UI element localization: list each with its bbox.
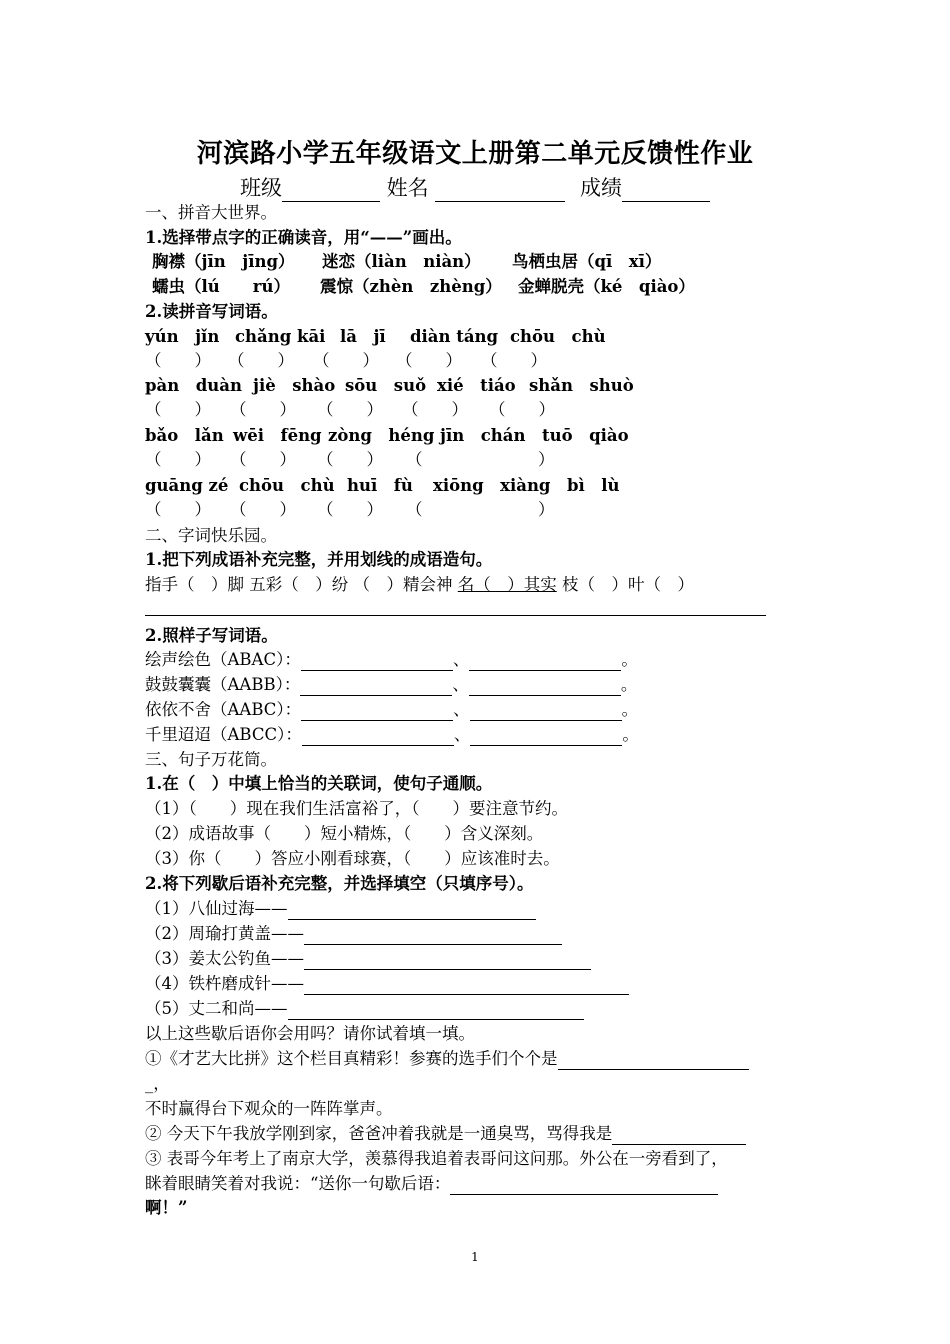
answer-blank[interactable]: （ ） bbox=[145, 450, 211, 469]
pinyin-word: wēi fēng bbox=[233, 426, 322, 445]
example-blank[interactable] bbox=[558, 1053, 749, 1070]
reading-choice[interactable]: 胸襟（jīn jīng） bbox=[152, 252, 295, 271]
answer-blank-row bbox=[145, 449, 555, 471]
answer-blank[interactable]: （ ） bbox=[230, 450, 296, 469]
pinyin-row bbox=[145, 375, 634, 397]
answer-blank[interactable]: （ ） bbox=[230, 500, 296, 519]
xiehouyu-prompt: （4）铁杵磨成针—— bbox=[145, 974, 304, 993]
xiehouyu-blank[interactable] bbox=[304, 978, 629, 995]
idiom[interactable]: 枝（ ）叶（ ） bbox=[562, 575, 694, 594]
reading-choice[interactable]: 迷恋（liàn niàn） bbox=[322, 252, 481, 271]
reading-choice[interactable]: 鸟栖虫居（qī xī） bbox=[512, 252, 662, 271]
word-blank[interactable] bbox=[469, 654, 621, 671]
answer-blank[interactable]: （ ） bbox=[489, 400, 555, 419]
pattern-row bbox=[145, 724, 639, 746]
separator: 、 bbox=[453, 725, 471, 744]
idiom-row bbox=[145, 574, 694, 596]
pinyin-word: zòng héng bbox=[328, 426, 435, 445]
separator: 、 bbox=[452, 650, 470, 669]
underlined-idiom[interactable]: 名（ ）其实 bbox=[457, 575, 557, 594]
answer-blank[interactable]: （ ） bbox=[317, 400, 383, 419]
xiehouyu-item bbox=[145, 948, 591, 970]
pinyin-word: lā jī bbox=[340, 327, 386, 346]
example-sentence bbox=[145, 1173, 718, 1195]
example-end: 啊！” bbox=[145, 1198, 188, 1217]
reading-choice-row bbox=[152, 276, 695, 298]
answer-blank-row bbox=[145, 350, 547, 372]
conjunction-item[interactable]: （1）（ ）现在我们生活富裕了，（ ）要注意节约。 bbox=[145, 799, 568, 818]
separator: 、 bbox=[453, 700, 470, 719]
xiehouyu-item bbox=[145, 973, 629, 995]
question-text: 2.读拼音写词语。 bbox=[145, 302, 278, 321]
score-label: 成绩 bbox=[580, 176, 623, 200]
question-text: 2.照样子写词语。 bbox=[145, 626, 278, 645]
pinyin-word: jīn chán tuō qiào bbox=[440, 426, 629, 445]
xiehouyu-prompt: （5）丈二和尚—— bbox=[145, 999, 288, 1018]
example-sentence: ③ 表哥今年考上了南京大学，羡慕得我追着表哥问这问那。外公在一旁看到了， bbox=[145, 1149, 728, 1168]
question-text: 2.将下列歇后语补充完整，并选择填空（只填序号）。 bbox=[145, 874, 534, 893]
answer-blank[interactable]: （ ） bbox=[396, 351, 462, 370]
class-blank[interactable] bbox=[282, 181, 380, 202]
idiom[interactable]: （ ）精会神 bbox=[353, 575, 453, 594]
answer-blank[interactable]: （ ） bbox=[145, 500, 211, 519]
pinyin-word: guāng zé bbox=[145, 476, 229, 495]
pattern-example: 绘声绘色（ABAC）： bbox=[145, 650, 301, 669]
period: 。 bbox=[621, 700, 639, 719]
pinyin-word: diàn táng bbox=[410, 327, 499, 346]
student-info-line bbox=[0, 172, 950, 202]
pattern-row bbox=[145, 649, 638, 671]
xiehouyu-blank[interactable] bbox=[304, 928, 562, 945]
word-blank[interactable] bbox=[470, 729, 622, 746]
section-heading: 一、拼音大世界。 bbox=[145, 203, 277, 222]
pinyin-word: shǎn shuò bbox=[529, 376, 634, 395]
pinyin-word: huī fù bbox=[347, 476, 413, 495]
example-sentence bbox=[145, 1123, 746, 1145]
word-blank[interactable] bbox=[470, 704, 622, 721]
xiehouyu-prompt: （2）周瑜打黄盖—— bbox=[145, 924, 304, 943]
answer-blank[interactable]: （ ） bbox=[228, 351, 294, 370]
xiehouyu-blank[interactable] bbox=[288, 903, 536, 920]
xiehouyu-blank[interactable] bbox=[288, 1003, 584, 1020]
answer-blank-row bbox=[145, 499, 555, 521]
page-title: 河滨路小学五年级语文上册第二单元反馈性作业 bbox=[196, 139, 754, 169]
word-blank[interactable] bbox=[302, 729, 454, 746]
answer-blank[interactable]: （ ） bbox=[317, 500, 383, 519]
pinyin-word: yún jǐn bbox=[145, 327, 220, 346]
period: 。 bbox=[620, 675, 638, 694]
answer-blank[interactable]: （ ） bbox=[481, 351, 547, 370]
answer-blank[interactable]: （ ） bbox=[230, 400, 296, 419]
question-text: 1.选择带点字的正确读音，用“——”画出。 bbox=[145, 228, 462, 247]
reading-choice-row bbox=[152, 251, 661, 273]
page-number: 1 bbox=[471, 1250, 479, 1264]
name-label: 姓名 bbox=[386, 176, 429, 200]
pattern-example: 千里迢迢（ABCC）： bbox=[145, 725, 302, 744]
xiehouyu-item bbox=[145, 898, 536, 920]
word-blank[interactable] bbox=[469, 679, 621, 696]
answer-blank[interactable]: （ ） bbox=[145, 351, 211, 370]
reading-choice[interactable]: 金蝉脱壳（ké qiào） bbox=[518, 277, 695, 296]
example-blank[interactable] bbox=[450, 1178, 718, 1195]
xiehouyu-prompt: （3）姜太公钓鱼—— bbox=[145, 949, 304, 968]
pinyin-word: sōu suǒ bbox=[345, 376, 427, 395]
answer-blank[interactable]: （ ） bbox=[402, 400, 468, 419]
separator: 、 bbox=[452, 675, 469, 694]
pinyin-word: pàn duàn bbox=[145, 376, 242, 395]
answer-blank-row bbox=[145, 399, 555, 421]
xiehouyu-item bbox=[145, 923, 562, 945]
answer-blank[interactable]: （ ） bbox=[406, 500, 555, 519]
pinyin-word: chōu chù bbox=[239, 476, 335, 495]
pinyin-word: xié tiáo bbox=[437, 376, 516, 395]
pinyin-row bbox=[145, 326, 606, 348]
period: 。 bbox=[621, 650, 638, 669]
example-sentence bbox=[145, 1048, 749, 1070]
example-text: 眯着眼睛笑着对我说：“送你一句歇后语： bbox=[145, 1174, 451, 1193]
pattern-row bbox=[145, 674, 637, 696]
pattern-row bbox=[145, 699, 638, 721]
answer-blank[interactable]: （ ） bbox=[317, 450, 383, 469]
answer-blank[interactable]: （ ） bbox=[145, 400, 211, 419]
period: 。 bbox=[622, 725, 639, 744]
conjunction-item[interactable]: （3）你（ ）答应小刚看球赛，（ ）应该准时去。 bbox=[145, 849, 560, 868]
example-blank[interactable] bbox=[612, 1128, 746, 1145]
xiehouyu-prompt: （1）八仙过海—— bbox=[145, 899, 288, 918]
reading-choice[interactable]: 震惊（zhèn zhèng） bbox=[320, 277, 502, 296]
pinyin-word: chōu chù bbox=[510, 327, 606, 346]
question-text: 1.把下列成语补充完整，并用划线的成语造句。 bbox=[145, 550, 493, 569]
idiom[interactable]: 指手（ ）脚 bbox=[145, 575, 244, 594]
example-text: ①《才艺大比拼》这个栏目真精彩！参赛的选手们个个是 bbox=[145, 1049, 558, 1068]
pinyin-word: bǎo lǎn bbox=[145, 426, 224, 445]
section-heading: 三、句子万花筒。 bbox=[145, 750, 277, 769]
example-continuation: _， bbox=[145, 1074, 170, 1093]
question-text: 1.在（ ）中填上恰当的关联词，使句子通顺。 bbox=[145, 774, 493, 793]
answer-blank[interactable]: （ ） bbox=[313, 351, 379, 370]
example-text: ② 今天下午我放学刚到家，爸爸冲着我就是一通臭骂，骂得我是 bbox=[145, 1124, 613, 1143]
conjunction-item[interactable]: （2）成语故事（ ）短小精炼，（ ）含义深刻。 bbox=[145, 824, 544, 843]
name-blank[interactable] bbox=[435, 181, 565, 202]
class-label: 班级 bbox=[239, 176, 282, 200]
section-heading: 二、字词快乐园。 bbox=[145, 526, 277, 545]
xiehouyu-blank[interactable] bbox=[304, 953, 591, 970]
word-blank[interactable] bbox=[300, 679, 452, 696]
pinyin-word: chǎng kāi bbox=[235, 327, 326, 346]
idiom[interactable]: 五彩（ ）纷 bbox=[249, 575, 349, 594]
pinyin-word: xiōng xiàng bì lù bbox=[433, 476, 620, 495]
score-blank[interactable] bbox=[622, 181, 710, 202]
sentence-answer-line[interactable] bbox=[145, 615, 766, 616]
pinyin-word: jiè shào bbox=[253, 376, 336, 395]
pattern-example: 鼓鼓囊囊（AABB）： bbox=[145, 675, 301, 694]
instruction-text: 以上这些歇后语你会用吗？请你试着填一填。 bbox=[145, 1024, 475, 1043]
xiehouyu-item bbox=[145, 998, 584, 1020]
pinyin-row bbox=[145, 475, 620, 497]
pinyin-row bbox=[145, 425, 629, 447]
example-tail: 不时赢得台下观众的一阵阵掌声。 bbox=[145, 1099, 393, 1118]
pattern-example: 依依不舍（AABC）： bbox=[145, 700, 302, 719]
word-blank[interactable] bbox=[301, 654, 453, 671]
answer-blank[interactable]: （ ） bbox=[406, 450, 555, 469]
reading-choice[interactable]: 蠕虫（lú rú） bbox=[152, 277, 290, 296]
word-blank[interactable] bbox=[301, 704, 453, 721]
